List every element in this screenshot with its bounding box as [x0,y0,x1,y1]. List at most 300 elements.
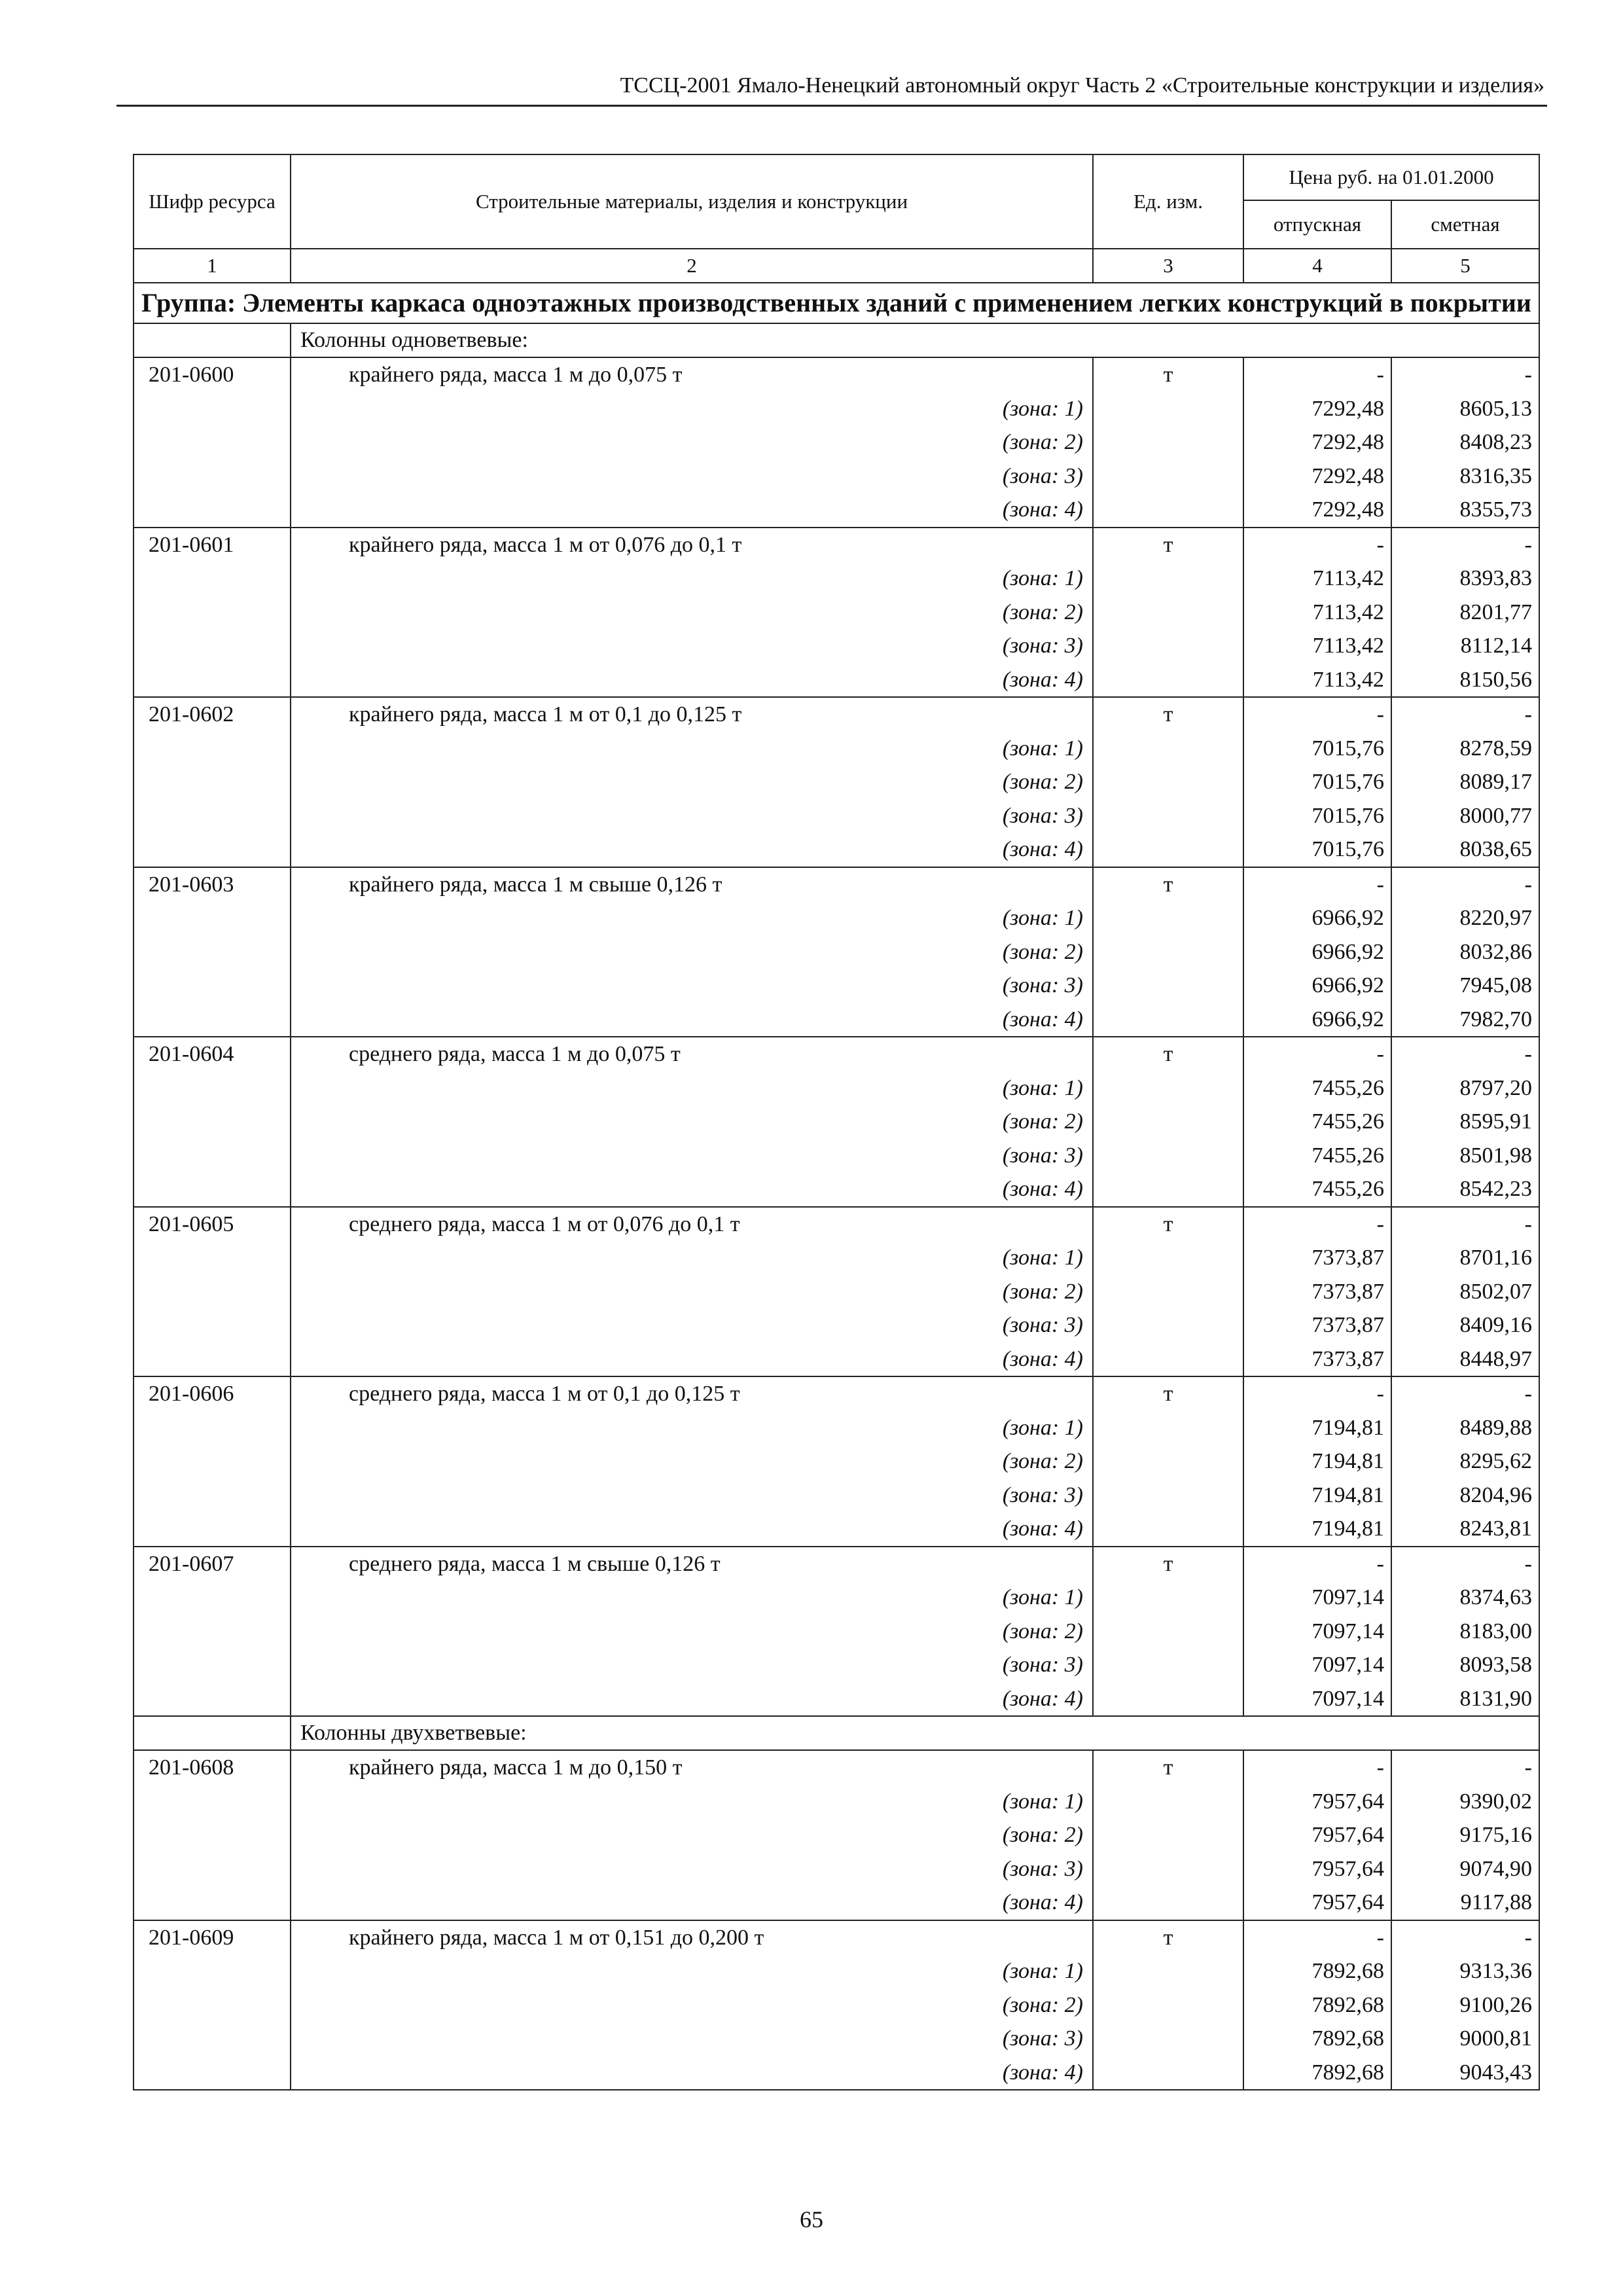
zone-unit-cell [1093,1852,1243,1886]
release-price: - [1243,357,1391,392]
zone-release-price: 7455,26 [1243,1071,1391,1105]
zone-row [134,459,1539,493]
zone-label: (зона: 2) [291,425,1093,459]
zone-unit-cell [1093,1275,1243,1309]
zone-unit-cell [1093,1818,1243,1852]
zone-release-price: 7957,64 [1243,1852,1391,1886]
release-price: - [1243,1037,1391,1071]
col-header-estimate: сметная [1391,200,1539,249]
zone-estimate-price: 8374,63 [1391,1581,1539,1615]
zone-release-price: 7892,68 [1243,2056,1391,2090]
zone-unit-cell [1093,596,1243,630]
zone-estimate-price: 8112,14 [1391,629,1539,663]
zone-release-price: 7097,14 [1243,1682,1391,1717]
zone-code-cell [134,459,291,493]
price-table-container [133,154,1539,2090]
item-row [134,528,1539,562]
header-rule [116,105,1547,107]
zone-label: (зона: 4) [291,1172,1093,1207]
zone-unit-cell [1093,629,1243,663]
resource-code: 201-0609 [134,1920,291,1955]
estimate-price: - [1391,1037,1539,1071]
zone-unit-cell [1093,1139,1243,1173]
col-header-unit: Ед. изм. [1093,154,1243,249]
zone-estimate-price: 9175,16 [1391,1818,1539,1852]
zone-code-cell [134,799,291,833]
zone-release-price: 7292,48 [1243,392,1391,426]
zone-unit-cell [1093,1886,1243,1920]
zone-label: (зона: 3) [291,1852,1093,1886]
zone-estimate-price: 8278,59 [1391,732,1539,766]
resource-code: 201-0607 [134,1547,291,1581]
section-title: Колонны одноветвевые: [291,323,1539,357]
zone-label: (зона: 3) [291,459,1093,493]
zone-code-cell [134,732,291,766]
zone-row [134,1581,1539,1615]
zone-code-cell [134,1615,291,1649]
zone-row [134,2056,1539,2090]
item-row [134,1750,1539,1785]
zone-release-price: 7194,81 [1243,1512,1391,1547]
zone-estimate-price: 8502,07 [1391,1275,1539,1309]
item-row [134,1037,1539,1071]
unit: т [1093,1207,1243,1242]
zone-estimate-price: 8316,35 [1391,459,1539,493]
zone-code-cell [134,1852,291,1886]
zone-unit-cell [1093,1954,1243,1988]
zone-row [134,1682,1539,1717]
zone-estimate-price: 9043,43 [1391,2056,1539,2090]
item-name: крайнего ряда, масса 1 м до 0,075 т [291,357,1093,392]
zone-release-price: 7957,64 [1243,1785,1391,1819]
zone-release-price: 7892,68 [1243,1954,1391,1988]
zone-label: (зона: 1) [291,1241,1093,1275]
page-number: 65 [800,2206,823,2233]
zone-label: (зона: 4) [291,493,1093,528]
zone-unit-cell [1093,1988,1243,2022]
zone-release-price: 7194,81 [1243,1444,1391,1479]
zone-row [134,1172,1539,1207]
item-name: среднего ряда, масса 1 м от 0,1 до 0,125 т [291,1376,1093,1411]
item-name: среднего ряда, масса 1 м от 0,076 до 0,1 т [291,1207,1093,1242]
zone-label: (зона: 3) [291,969,1093,1003]
zone-unit-cell [1093,1785,1243,1819]
zone-row [134,596,1539,630]
release-price: - [1243,867,1391,902]
zone-estimate-price: 9390,02 [1391,1785,1539,1819]
zone-row [134,1342,1539,1377]
zone-estimate-price: 8032,86 [1391,935,1539,969]
item-name: крайнего ряда, масса 1 м свыше 0,126 т [291,867,1093,902]
zone-code-cell [134,1444,291,1479]
zone-release-price: 7113,42 [1243,562,1391,596]
col-header-release: отпускная [1243,200,1391,249]
zone-code-cell [134,596,291,630]
zone-code-cell [134,629,291,663]
zone-code-cell [134,969,291,1003]
release-price: - [1243,697,1391,732]
zone-code-cell [134,2056,291,2090]
estimate-price: - [1391,357,1539,392]
zone-unit-cell [1093,833,1243,867]
zone-release-price: 7373,87 [1243,1308,1391,1342]
item-name: крайнего ряда, масса 1 м до 0,150 т [291,1750,1093,1785]
zone-label: (зона: 2) [291,1818,1093,1852]
zone-release-price: 7455,26 [1243,1105,1391,1139]
zone-row [134,935,1539,969]
zone-estimate-price: 8131,90 [1391,1682,1539,1717]
zone-estimate-price: 8701,16 [1391,1241,1539,1275]
resource-code: 201-0603 [134,867,291,902]
zone-row [134,493,1539,528]
zone-label: (зона: 2) [291,765,1093,799]
item-row [134,1920,1539,1955]
release-price: - [1243,1750,1391,1785]
zone-estimate-price: 8355,73 [1391,493,1539,528]
zone-label: (зона: 3) [291,629,1093,663]
zone-unit-cell [1093,732,1243,766]
zone-code-cell [134,901,291,935]
unit: т [1093,528,1243,562]
zone-row [134,1785,1539,1819]
item-row [134,1376,1539,1411]
zone-estimate-price: 8542,23 [1391,1172,1539,1207]
unit: т [1093,1547,1243,1581]
item-row [134,697,1539,732]
zone-row [134,732,1539,766]
zone-code-cell [134,425,291,459]
zone-code-cell [134,1308,291,1342]
release-price: - [1243,1920,1391,1955]
resource-code: 201-0606 [134,1376,291,1411]
estimate-price: - [1391,528,1539,562]
zone-code-cell [134,935,291,969]
zone-label: (зона: 1) [291,1071,1093,1105]
zone-row [134,969,1539,1003]
estimate-price: - [1391,867,1539,902]
zone-code-cell [134,1241,291,1275]
zone-release-price: 7892,68 [1243,2022,1391,2056]
zone-row [134,1071,1539,1105]
zone-row [134,392,1539,426]
zone-row [134,1308,1539,1342]
zone-label: (зона: 1) [291,1581,1093,1615]
zone-code-cell [134,765,291,799]
zone-unit-cell [1093,1172,1243,1207]
zone-code-cell [134,1648,291,1682]
zone-unit-cell [1093,425,1243,459]
zone-estimate-price: 8501,98 [1391,1139,1539,1173]
zone-label: (зона: 2) [291,1988,1093,2022]
zone-release-price: 7015,76 [1243,799,1391,833]
zone-estimate-price: 8089,17 [1391,765,1539,799]
zone-row [134,1954,1539,1988]
zone-release-price: 7113,42 [1243,629,1391,663]
zone-label: (зона: 4) [291,1003,1093,1037]
zone-release-price: 7194,81 [1243,1479,1391,1513]
col-header-price-group: Цена руб. на 01.01.2000 [1243,154,1539,200]
zone-unit-cell [1093,799,1243,833]
zone-unit-cell [1093,392,1243,426]
zone-estimate-price: 9000,81 [1391,2022,1539,2056]
zone-unit-cell [1093,1581,1243,1615]
resource-code: 201-0600 [134,357,291,392]
zone-row [134,1615,1539,1649]
zone-row [134,1105,1539,1139]
zone-label: (зона: 1) [291,1785,1093,1819]
zone-unit-cell [1093,1241,1243,1275]
estimate-price: - [1391,1376,1539,1411]
zone-row [134,901,1539,935]
item-row [134,867,1539,902]
zone-estimate-price: 8093,58 [1391,1648,1539,1682]
zone-code-cell [134,1275,291,1309]
zone-unit-cell [1093,1444,1243,1479]
zone-label: (зона: 3) [291,1648,1093,1682]
zone-label: (зона: 3) [291,1139,1093,1173]
zone-estimate-price: 8201,77 [1391,596,1539,630]
zone-label: (зона: 2) [291,1105,1093,1139]
zone-label: (зона: 2) [291,596,1093,630]
price-table [133,154,1540,2090]
zone-label: (зона: 4) [291,2056,1093,2090]
zone-label: (зона: 2) [291,935,1093,969]
zone-row [134,629,1539,663]
zone-label: (зона: 1) [291,732,1093,766]
zone-estimate-price: 8204,96 [1391,1479,1539,1513]
zone-code-cell [134,1886,291,1920]
zone-estimate-price: 8393,83 [1391,562,1539,596]
zone-release-price: 7455,26 [1243,1172,1391,1207]
unit: т [1093,697,1243,732]
zone-row [134,1139,1539,1173]
zone-unit-cell [1093,1308,1243,1342]
zone-row [134,1241,1539,1275]
zone-release-price: 7373,87 [1243,1241,1391,1275]
zone-estimate-price: 9117,88 [1391,1886,1539,1920]
zone-estimate-price: 8489,88 [1391,1411,1539,1445]
item-row [134,1547,1539,1581]
zone-release-price: 7892,68 [1243,1988,1391,2022]
col-number-4: 4 [1243,249,1391,283]
zone-unit-cell [1093,969,1243,1003]
zone-release-price: 7015,76 [1243,833,1391,867]
zone-unit-cell [1093,1479,1243,1513]
zone-unit-cell [1093,2022,1243,2056]
zone-release-price: 7957,64 [1243,1886,1391,1920]
zone-estimate-price: 8243,81 [1391,1512,1539,1547]
zone-unit-cell [1093,1411,1243,1445]
zone-code-cell [134,1954,291,1988]
release-price: - [1243,1547,1391,1581]
col-number-3: 3 [1093,249,1243,283]
zone-row [134,2022,1539,2056]
zone-unit-cell [1093,2056,1243,2090]
zone-release-price: 7292,48 [1243,425,1391,459]
estimate-price: - [1391,697,1539,732]
section-row [134,323,1539,357]
zone-row [134,663,1539,698]
zone-estimate-price: 8150,56 [1391,663,1539,698]
section-code-cell [134,323,291,357]
release-price: - [1243,1207,1391,1242]
item-row [134,1207,1539,1242]
zone-label: (зона: 1) [291,562,1093,596]
zone-release-price: 6966,92 [1243,1003,1391,1037]
zone-estimate-price: 8409,16 [1391,1308,1539,1342]
col-number-2: 2 [291,249,1093,283]
zone-unit-cell [1093,1105,1243,1139]
zone-unit-cell [1093,1682,1243,1717]
zone-unit-cell [1093,562,1243,596]
unit: т [1093,1920,1243,1955]
zone-row [134,1512,1539,1547]
zone-estimate-price: 8183,00 [1391,1615,1539,1649]
zone-release-price: 7015,76 [1243,732,1391,766]
zone-unit-cell [1093,663,1243,698]
item-name: среднего ряда, масса 1 м свыше 0,126 т [291,1547,1093,1581]
release-price: - [1243,1376,1391,1411]
zone-release-price: 6966,92 [1243,935,1391,969]
zone-unit-cell [1093,935,1243,969]
zone-label: (зона: 2) [291,1275,1093,1309]
zone-row [134,1988,1539,2022]
zone-code-cell [134,663,291,698]
zone-release-price: 7097,14 [1243,1648,1391,1682]
zone-row [134,1648,1539,1682]
zone-estimate-price: 8595,91 [1391,1105,1539,1139]
zone-label: (зона: 1) [291,1954,1093,1988]
zone-code-cell [134,1139,291,1173]
zone-unit-cell [1093,1003,1243,1037]
zone-estimate-price: 8408,23 [1391,425,1539,459]
zone-unit-cell [1093,459,1243,493]
zone-estimate-price: 8797,20 [1391,1071,1539,1105]
zone-estimate-price: 9100,26 [1391,1988,1539,2022]
zone-release-price: 6966,92 [1243,969,1391,1003]
release-price: - [1243,528,1391,562]
zone-label: (зона: 4) [291,663,1093,698]
price-table-body [134,154,1539,2090]
zone-code-cell [134,1342,291,1377]
zone-row [134,425,1539,459]
zone-release-price: 7097,14 [1243,1615,1391,1649]
zone-release-price: 7097,14 [1243,1581,1391,1615]
zone-release-price: 6966,92 [1243,901,1391,935]
zone-code-cell [134,1105,291,1139]
zone-estimate-price: 8000,77 [1391,799,1539,833]
resource-code: 201-0604 [134,1037,291,1071]
zone-release-price: 7957,64 [1243,1818,1391,1852]
zone-code-cell [134,1785,291,1819]
zone-estimate-price: 7982,70 [1391,1003,1539,1037]
zone-release-price: 7455,26 [1243,1139,1391,1173]
zone-release-price: 7015,76 [1243,765,1391,799]
running-header: ТССЦ-2001 Ямало-Ненецкий автономный округ Часть 2 «Строительные конструкции и изделия» [620,73,1544,98]
zone-row [134,1003,1539,1037]
estimate-price: - [1391,1750,1539,1785]
resource-code: 201-0601 [134,528,291,562]
resource-code: 201-0608 [134,1750,291,1785]
unit: т [1093,1037,1243,1071]
zone-estimate-price: 8295,62 [1391,1444,1539,1479]
resource-code: 201-0602 [134,697,291,732]
zone-label: (зона: 4) [291,1342,1093,1377]
zone-row [134,1411,1539,1445]
unit: т [1093,867,1243,902]
zone-code-cell [134,1682,291,1717]
zone-label: (зона: 3) [291,1308,1093,1342]
zone-label: (зона: 2) [291,1615,1093,1649]
zone-row [134,562,1539,596]
zone-release-price: 7373,87 [1243,1342,1391,1377]
zone-code-cell [134,1988,291,2022]
unit: т [1093,357,1243,392]
estimate-price: - [1391,1920,1539,1955]
zone-row [134,1818,1539,1852]
zone-unit-cell [1093,1615,1243,1649]
zone-unit-cell [1093,1071,1243,1105]
zone-unit-cell [1093,1512,1243,1547]
zone-row [134,833,1539,867]
zone-estimate-price: 9074,90 [1391,1852,1539,1886]
zone-label: (зона: 4) [291,833,1093,867]
zone-release-price: 7113,42 [1243,663,1391,698]
zone-code-cell [134,1581,291,1615]
zone-label: (зона: 3) [291,2022,1093,2056]
zone-code-cell [134,2022,291,2056]
zone-release-price: 7292,48 [1243,493,1391,528]
zone-unit-cell [1093,493,1243,528]
zone-code-cell [134,1512,291,1547]
zone-release-price: 7194,81 [1243,1411,1391,1445]
group-title: Группа: Элементы каркаса одноэтажных производственных зданий с применением легких конструкций в покрытии [134,283,1539,323]
estimate-price: - [1391,1547,1539,1581]
col-header-name: Строительные материалы, изделия и конструкции [291,154,1093,249]
zone-row [134,1444,1539,1479]
zone-code-cell [134,1411,291,1445]
zone-code-cell [134,493,291,528]
resource-code: 201-0605 [134,1207,291,1242]
zone-code-cell [134,392,291,426]
zone-unit-cell [1093,901,1243,935]
zone-estimate-price: 8220,97 [1391,901,1539,935]
zone-code-cell [134,1818,291,1852]
zone-code-cell [134,562,291,596]
zone-estimate-price: 8448,97 [1391,1342,1539,1377]
zone-row [134,765,1539,799]
zone-label: (зона: 4) [291,1886,1093,1920]
zone-code-cell [134,1003,291,1037]
zone-unit-cell [1093,1342,1243,1377]
zone-code-cell [134,1172,291,1207]
zone-estimate-price: 8605,13 [1391,392,1539,426]
item-row [134,357,1539,392]
zone-code-cell [134,1479,291,1513]
unit: т [1093,1750,1243,1785]
zone-code-cell [134,833,291,867]
zone-estimate-price: 7945,08 [1391,969,1539,1003]
item-name: крайнего ряда, масса 1 м от 0,151 до 0,200 т [291,1920,1093,1955]
zone-row [134,1852,1539,1886]
item-name: среднего ряда, масса 1 м до 0,075 т [291,1037,1093,1071]
zone-label: (зона: 3) [291,799,1093,833]
zone-label: (зона: 4) [291,1682,1093,1717]
col-number-5: 5 [1391,249,1539,283]
zone-label: (зона: 1) [291,392,1093,426]
zone-label: (зона: 1) [291,1411,1093,1445]
col-number-1: 1 [134,249,291,283]
